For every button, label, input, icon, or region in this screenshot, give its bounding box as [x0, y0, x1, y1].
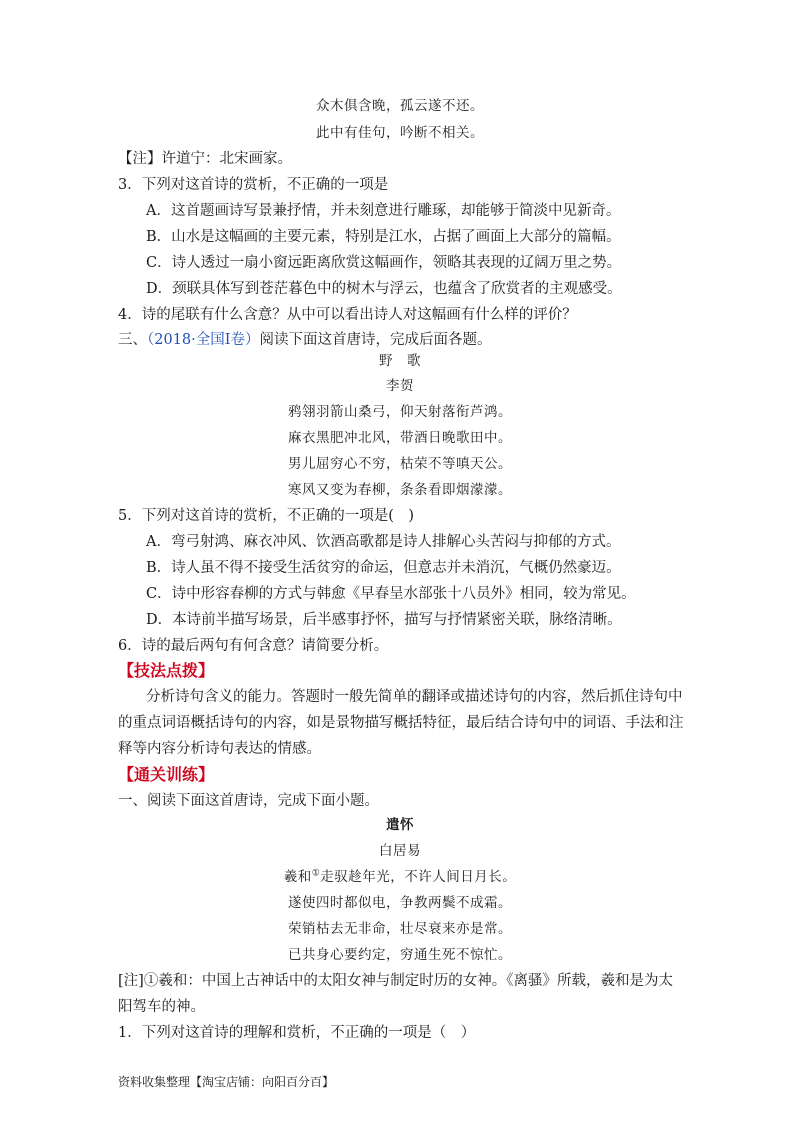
q5-stem: 5．下列对这首诗的赏析，不正确的一项是( )	[118, 508, 415, 524]
poem3-title: 遣怀	[386, 817, 414, 833]
poem3-line-2: 遂使四时都似电，争教两鬓不成霜。	[288, 895, 512, 911]
poem3-line-4: 已共身心要约定，穷通生死不惊忙。	[288, 947, 512, 963]
tips-paragraph-line-1: 分析诗句含义的能力。答题时一般先简单的翻译或描述诗句的内容，然后抓住诗句中	[146, 689, 683, 705]
poem3-line-1-b: 走驭趁年光，不许人间日月长。	[320, 869, 517, 885]
q5-option-b: B．诗人虽不得不接受生活贫穷的命运，但意志并未消沉，气概仍然豪迈。	[146, 560, 621, 576]
q3-option-d: D．颈联具体写到苍茫暮色中的树木与浮云，也蕴含了欣赏者的主观感受。	[146, 281, 622, 297]
page-footer: 资料收集整理【淘宝店铺：向阳百分百】	[118, 1075, 335, 1089]
q3-option-a: A．这首题画诗写景兼抒情，并未刻意进行雕琢，却能够于简淡中见新奇。	[146, 203, 621, 219]
poem3-line-3: 荣销枯去无非命，壮尽衰来亦是常。	[288, 921, 512, 937]
tips-paragraph-line-3: 释等内容分析诗句表达的情感。	[118, 741, 321, 757]
poem3-author: 白居易	[379, 843, 421, 859]
part3-prefix: 三、	[118, 332, 147, 348]
poem3-line-1	[0, 867, 800, 887]
q6-stem: 6．诗的最后两句有何含意？请简要分析。	[118, 638, 389, 654]
poem2-line-2: 麻衣黑肥冲北风，带酒日晚歌田中。	[288, 430, 512, 446]
training-intro: 一、阅读下面这首唐诗，完成下面小题。	[118, 793, 379, 809]
part3-text: 阅读下面这首唐诗，完成后面各题。	[259, 332, 492, 348]
q5-option-c: C．诗中形容春柳的方式与韩愈《早春呈水部张十八员外》相同，较为常见。	[146, 586, 636, 602]
part3-heading	[118, 330, 492, 350]
poem1-note: 【注】许道宁：北宋画家。	[118, 151, 292, 167]
poem2-line-3: 男儿屈穷心不穷，枯荣不等嗔天公。	[288, 456, 512, 472]
poem1-line-2: 此中有佳句，吟断不相关。	[316, 125, 484, 141]
training-note-line-1: [注]①羲和：中国上古神话中的太阳女神与制定时历的女神。《离骚》所载，羲和是为太	[118, 973, 674, 989]
part3-source: （2018·全国Ⅰ卷）	[147, 332, 260, 348]
poem3-line-1-a: 羲和	[283, 869, 312, 885]
q4-stem: 4．诗的尾联有什么含意？从中可以看出诗人对这幅画有什么样的评价？	[118, 307, 577, 323]
training-note-line-2: 阳驾车的神。	[118, 999, 205, 1015]
training-heading: 【通关训练】	[118, 765, 215, 784]
q3-option-b: B．山水是这幅画的主要元素，特别是江水，占据了画面上大部分的篇幅。	[146, 229, 621, 245]
q5-option-a: A．弯弓射鸿、麻衣冲风、饮酒高歌都是诗人排解心头苦闷与抑郁的方式。	[146, 534, 621, 550]
poem2-line-4: 寒风又变为春柳，条条看即烟濛濛。	[288, 482, 512, 498]
poem2-title: 野 歌	[379, 353, 421, 369]
tips-paragraph-line-2: 的重点词语概括诗句的内容，如是景物描写概括特征，最后结合诗句中的词语、手法和注	[118, 715, 684, 731]
q3-option-c: C．诗人透过一扇小窗远距离欣赏这幅画作，领略其表现的辽阔万里之势。	[146, 255, 622, 271]
footnote-marker: ①	[311, 868, 321, 879]
q3-stem: 3．下列对这首诗的赏析，不正确的一项是	[118, 177, 389, 193]
poem2-author: 李贺	[386, 378, 414, 394]
training-q1-stem: 1．下列对这首诗的理解和赏析，不正确的一项是（ ）	[118, 1025, 476, 1041]
poem1-line-1: 众木俱含晚，孤云遂不还。	[316, 98, 484, 114]
q5-option-d: D．本诗前半描写场景，后半感事抒怀，描写与抒情紧密关联，脉络清晰。	[146, 612, 622, 628]
poem2-line-1: 鸦翎羽箭山桑弓，仰天射落衔芦鸿。	[288, 404, 512, 420]
tips-heading: 【技法点拨】	[118, 661, 215, 680]
